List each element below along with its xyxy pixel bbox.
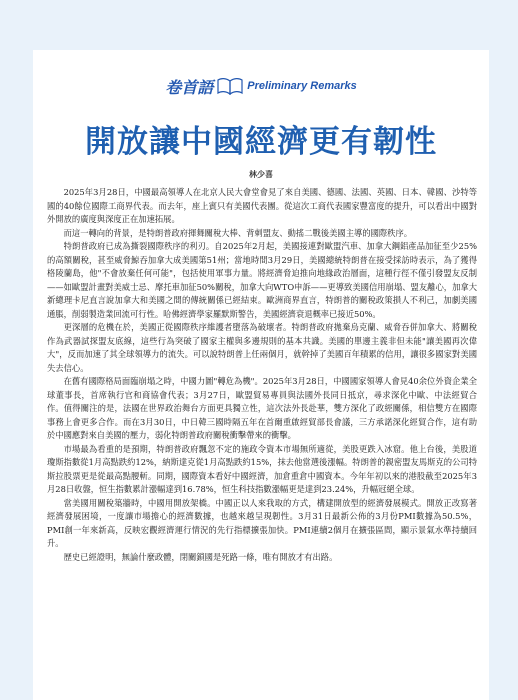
- column-header: [33, 74, 489, 98]
- paragraph: 當美國用關稅築牆時，中國用開放架橋。中國正以人來我取的方式，構建開放型的經濟發展模式。開放正改寫著經濟發展困境，一度讓市場擔心的經濟數據，也越來越呈現韌性。3月31日最新公佈的3月份PMI數據為50.5%，PMI創一年來新高，反映宏觀經濟運行情況的先行指標擴張加快。PMI連續2個月在擴張區間，顯示景氣水準持續回升。: [47, 497, 477, 548]
- paragraph: 在舊有國際格局面臨崩塌之時，中國力圖"轉危為機"。2025年3月28日，中國國家領導人會見40余位外資企業全球董事長，首席執行官和商協會代表；3月27日，歐盟貿易專員與法國外長同日抵京，尋求深化中歐、中法經貿合作。值得關注的是，法國在世界政治舞台方面更具獨立性，這次法外長赴華，雙方深化了政經關係，相信雙方在國際事務上會更多合作。而在3月30日，中日韓三國時隔五年在首爾重啟經貿部長會議，三方承諾深化經貿合作，這有助於中國應對來自美國的壓力，弱化特朗普政府關稅衝擊帶來的衝擊。: [47, 376, 477, 440]
- open-book-icon: [217, 77, 243, 95]
- article-title: 開放讓中國經濟更有韌性: [85, 124, 437, 160]
- column-title-en: Preliminary Remarks: [247, 80, 357, 92]
- magazine-page: [33, 50, 489, 700]
- paragraph: 特朗普政府已成為撕裂國際秩序的利刃。自2025年2月起，美國接連對歐盟汽車、加拿大鋼鋁產品加征至少25%的高額關稅，甚至威脅鯨吞加拿大成美國第51州；當地時間3月29日，美國總統特朗普在接受採訪時表示，為了獲得格陵蘭島，他"不會放棄任何可能"，包括使用軍事力量。將經濟脅迫推向地緣政治層面，這種行徑不僅引發盟友反制——如歐盟計畫對美威士忌、摩托車加征50%關稅，加拿大向WTO申訴——更導致美國信用崩塌、盟友離心，加拿大新總理卡尼直言說加拿大和美國之間的傳統關係已經結束。歐洲商界直言，特朗普的關稅政策損人不利己，加劇美國通脹，削弱製造業回流可行性。哈佛經濟學家羅默斯警告，美國經濟衰退概率已接近50%。: [47, 241, 477, 319]
- paragraph: 而這一轉向的背景，是特朗普政府揮舞關稅大棒、背刺盟友、動搖二戰後美國主導的國際秩序。: [63, 227, 413, 238]
- paragraph: 2025年3月28日，中國最高領導人在北京人民大會堂會見了來自美國、德國、法國、英國、日本、韓國、沙特等國的40餘位國際工商界代表。而去年，座上賓只有美國代表團。從這次工商代表國家豐富度的提升，可以看出中國對外開放的廣度與深度正在加速拓展。: [47, 187, 477, 224]
- paragraph: 更深層的危機在於，美國正從國際秩序維護者墮落為破壞者。特朗普政府拋棄烏克蘭、威脅吞併加拿大、將關稅作為武器試探盟友底線，這些行為突破了國家主權與多邊規則的基本共識。美國的單邊主義非但未能"讓美國再次偉大"，反而加速了其全球領導力的流失。可以說特朗普上任兩個月，就幹掉了美國百年積累的信用，讓很多國家對美國失去信心。: [47, 322, 477, 373]
- column-title-zh: 卷首語: [165, 77, 214, 97]
- article-body: [47, 186, 477, 564]
- article-author: 林少喜: [249, 170, 273, 179]
- paragraph: 市場最為看重的是預期，特朗普政府飄忽不定的施政令資本市場無所適從，美股更跌入冰窟。他上台後，美股道瓊斯指數從1月高點跌約12%，納斯達克從1月高點跌約15%，抹去他當選後漲幅。特朗普的親密盟友馬斯克的公司特斯拉股票更是從最高點腰斬。同期，國際資本看好中國經濟，加倉重倉中國資本。今年年初以來的港股截至2025年3月28日收盤，恒生指數累計漲幅達到16.78%，恒生科技指數漲幅更是達到23.24%，升幅冠絕全球。: [47, 443, 477, 494]
- paragraph: 歷史已經證明，無論什麼政體，閉關鎖國是死路一條，唯有開放才有出路。: [63, 551, 338, 562]
